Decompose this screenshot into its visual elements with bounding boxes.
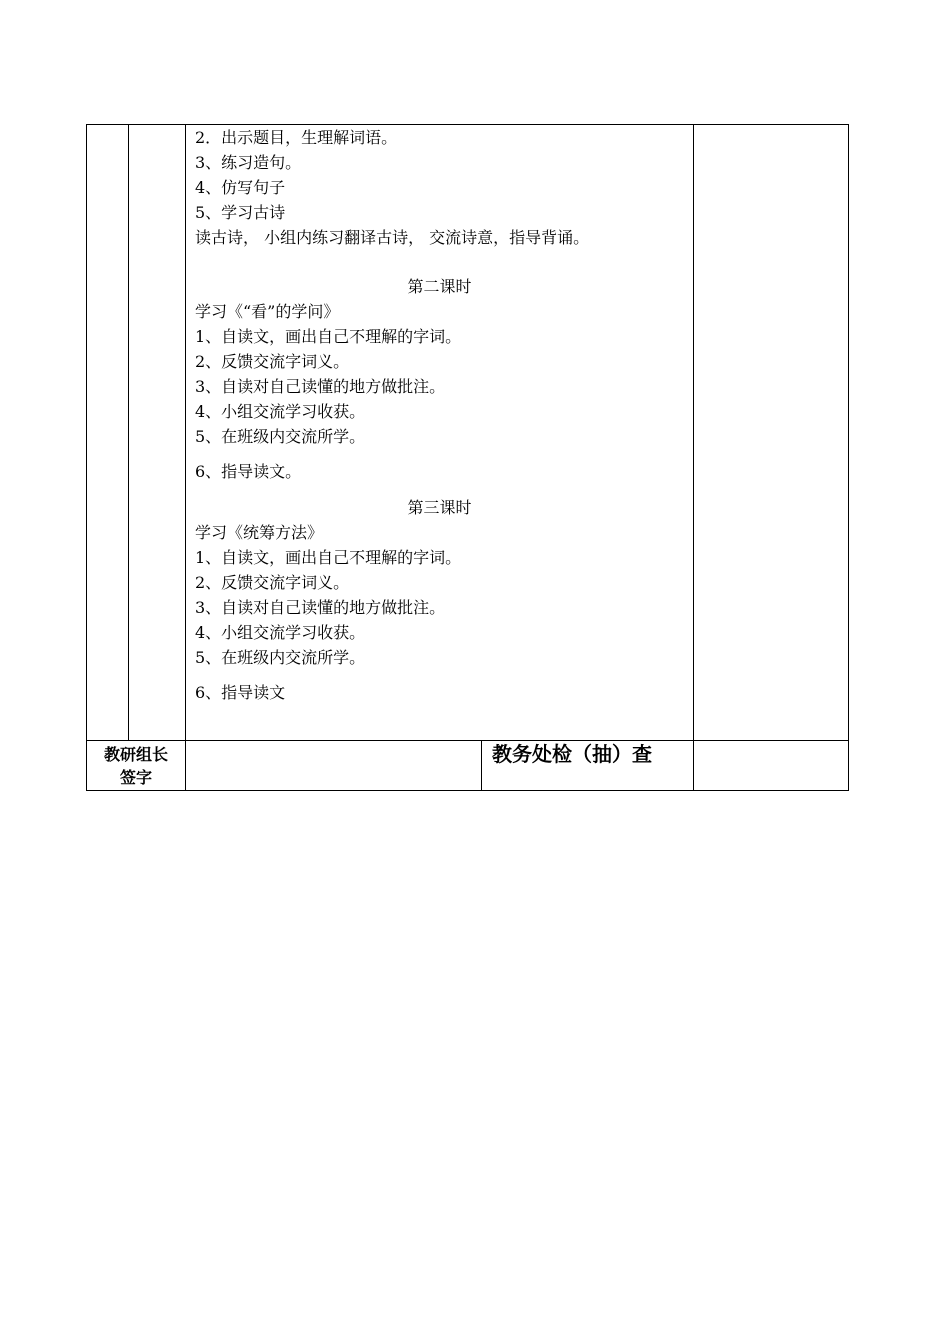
table-border-mid <box>86 740 849 741</box>
lesson3-line: 3、自读对自己读懂的地方做批注。 <box>195 598 446 617</box>
office-check-label: 教务处检（抽）查 <box>492 742 652 766</box>
lesson2-line: 4、小组交流学习收获。 <box>195 402 366 421</box>
table-border-bottom <box>86 790 849 791</box>
plan-line: 读古诗， 小组内练习翻译古诗， 交流诗意，指导背诵。 <box>195 228 590 247</box>
lesson2-line: 6、指导读文。 <box>195 462 302 481</box>
table-border-col3 <box>481 740 482 791</box>
table-border-right <box>848 124 849 791</box>
table-border-col2 <box>185 124 186 791</box>
lesson2-line: 1、自读文，画出自己不理解的字词。 <box>195 327 462 346</box>
leader-signature-label: 教研组长 <box>103 745 168 764</box>
lesson2-line: 3、自读对自己读懂的地方做批注。 <box>195 377 446 396</box>
lesson3-line: 6、指导读文 <box>195 683 286 702</box>
table-border-col4 <box>693 124 694 791</box>
leader-signature-label-2: 签字 <box>119 768 152 787</box>
plan-line: 2．出示题目，生理解词语。 <box>195 128 398 147</box>
lesson2-line: 2、反馈交流字词义。 <box>195 352 350 371</box>
table-border-top <box>86 124 849 125</box>
lesson2-heading: 第二课时 <box>407 277 472 296</box>
lesson2-line: 5、在班级内交流所学。 <box>195 427 366 446</box>
plan-line: 5、学习古诗 <box>195 203 286 222</box>
table-border-col1 <box>128 124 129 740</box>
lesson2-line: 学习《“看”的学问》 <box>195 302 340 321</box>
plan-line: 4、仿写句子 <box>195 178 286 197</box>
lesson3-line: 学习《统筹方法》 <box>195 523 324 542</box>
lesson3-line: 1、自读文，画出自己不理解的字词。 <box>195 548 462 567</box>
lesson3-line: 2、反馈交流字词义。 <box>195 573 350 592</box>
lesson3-line: 4、小组交流学习收获。 <box>195 623 366 642</box>
plan-line: 3、练习造句。 <box>195 153 302 172</box>
table-border-left <box>86 124 87 791</box>
lesson3-heading: 第三课时 <box>407 498 472 517</box>
lesson3-line: 5、在班级内交流所学。 <box>195 648 366 667</box>
